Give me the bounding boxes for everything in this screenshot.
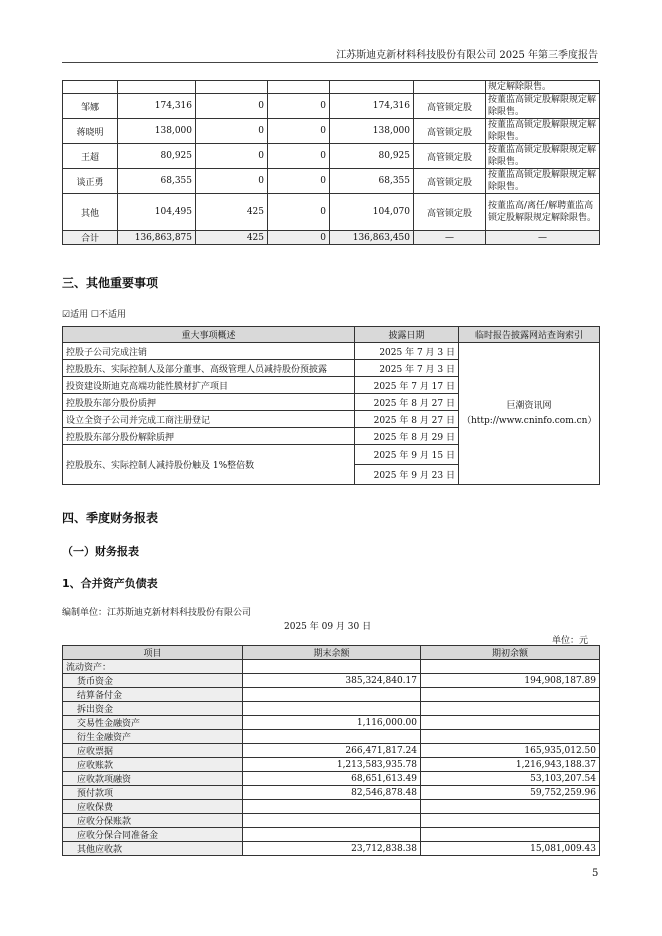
event-date: 2025 年 7 月 3 日 [355, 343, 459, 360]
release-count: 0 [268, 194, 330, 231]
restriction-reason: 高管锁定股 [414, 94, 486, 119]
begin-balance: 59,752,259.96 [421, 786, 600, 800]
balance-sheet-row [63, 688, 600, 702]
currency-unit: 单位：元 [551, 636, 588, 646]
total-restriction-reason: — [414, 231, 486, 245]
event-summary: 投资建设斯迪克高端功能性膜材扩产项目 [63, 377, 355, 394]
restriction-reason: 高管锁定股 [414, 119, 486, 144]
begin-balance [421, 814, 600, 828]
start-count: 80,925 [118, 144, 196, 169]
subsection-title-statements: （一）财务报表 [62, 545, 139, 558]
balance-sheet-row [63, 800, 600, 814]
col-header-date: 披露日期 [355, 327, 459, 343]
release-count: 0 [268, 169, 330, 194]
table-row [63, 81, 600, 94]
line-item: 应收账款 [63, 758, 243, 772]
event-summary: 控股股东部分股份解除质押 [63, 428, 355, 445]
balance-sheet-row [63, 814, 600, 828]
table-row [63, 144, 600, 169]
release-date: 按董监高锁定股解限规定解除限售。 [486, 169, 600, 194]
event-date: 2025 年 8 月 27 日 [355, 411, 459, 428]
start-count: 104,495 [118, 194, 196, 231]
event-date: 2025 年 8 月 29 日 [355, 428, 459, 445]
major-events-table [62, 326, 600, 485]
statement-date: 2025 年 09 月 30 日 [284, 622, 372, 632]
end-count: 174,316 [330, 94, 414, 119]
event-date: 2025 年 9 月 15 日 [355, 445, 459, 465]
event-summary: 控股股东、实际控制人减持股份触及 1%整倍数 [63, 445, 355, 485]
shareholder-name: 蒋晓明 [63, 119, 118, 144]
increase-count: 0 [196, 94, 268, 119]
begin-balance: 15,081,009.43 [421, 842, 600, 856]
end-balance: 385,324,840.17 [243, 674, 421, 688]
event-summary: 控股股东、实际控制人及部分董事、高级管理人员减持股份预披露 [63, 360, 355, 377]
event-date: 2025 年 9 月 23 日 [355, 465, 459, 485]
end-balance: 1,116,000.00 [243, 716, 421, 730]
start-count: 138,000 [118, 119, 196, 144]
release-date: 按董监高锁定股解限规定解除限售。 [486, 94, 600, 119]
applicable-checkbox-row: ☑适用 ☐不适用 [62, 310, 126, 320]
end-balance: 68,651,613.49 [243, 772, 421, 786]
restriction-reason: 高管锁定股 [414, 169, 486, 194]
release-count: 0 [268, 144, 330, 169]
line-item: 应收分保合同准备金 [63, 828, 243, 842]
increase-count: 425 [196, 194, 268, 231]
restricted-shares-table [62, 80, 600, 245]
total-start-count: 136,863,875 [118, 231, 196, 245]
begin-balance [421, 702, 600, 716]
line-item: 预付款项 [63, 786, 243, 800]
end-balance [243, 800, 421, 814]
end-count: 138,000 [330, 119, 414, 144]
begin-balance [421, 716, 600, 730]
line-item: 应收保费 [63, 800, 243, 814]
end-balance [243, 730, 421, 744]
release-date: 按董监高锁定股解限规定解除限售。 [486, 119, 600, 144]
total-row [63, 231, 600, 245]
release-date-note: 规定解除限售。 [486, 81, 600, 94]
table-row [63, 169, 600, 194]
end-balance [243, 688, 421, 702]
event-date: 2025 年 8 月 27 日 [355, 394, 459, 411]
end-balance [243, 828, 421, 842]
table-row [63, 94, 600, 119]
balance-sheet-table [62, 645, 600, 856]
col-header-end-balance: 期末余额 [243, 646, 421, 660]
begin-balance [421, 660, 600, 674]
begin-balance: 1,216,943,188.37 [421, 758, 600, 772]
release-count: 0 [268, 94, 330, 119]
col-header-summary: 重大事项概述 [63, 327, 355, 343]
col-header-index: 临时报告披露网站查询索引 [459, 327, 600, 343]
total-end-count: 136,863,450 [330, 231, 414, 245]
end-balance [243, 702, 421, 716]
col-header-item: 项目 [63, 646, 243, 660]
end-balance: 82,546,878.48 [243, 786, 421, 800]
release-date: 按董监高锁定股解限规定解除限售。 [486, 144, 600, 169]
line-item: 结算备付金 [63, 688, 243, 702]
shareholder-name: 邹娜 [63, 94, 118, 119]
table-row [63, 194, 600, 231]
increase-count: 0 [196, 144, 268, 169]
event-summary: 控股股东部分股份质押 [63, 394, 355, 411]
increase-count: 0 [196, 169, 268, 194]
shareholder-name: 王超 [63, 144, 118, 169]
end-balance: 23,712,838.38 [243, 842, 421, 856]
disclosure-site-name: 巨潮资讯网 [506, 400, 552, 411]
end-balance: 266,471,817.24 [243, 744, 421, 758]
line-item: 交易性金融资产 [63, 716, 243, 730]
balance-sheet-row [63, 744, 600, 758]
col-header-begin-balance: 期初余额 [421, 646, 600, 660]
balance-sheet-row [63, 758, 600, 772]
end-balance [243, 660, 421, 674]
end-balance: 1,213,583,935.78 [243, 758, 421, 772]
end-count: 68,355 [330, 169, 414, 194]
end-count: 80,925 [330, 144, 414, 169]
restriction-reason: 高管锁定股 [414, 194, 486, 231]
begin-balance [421, 730, 600, 744]
restriction-reason: 高管锁定股 [414, 144, 486, 169]
start-count: 174,316 [118, 94, 196, 119]
event-date: 2025 年 7 月 3 日 [355, 360, 459, 377]
event-row [63, 343, 600, 360]
preparer-company: 编制单位：江苏斯迪克新材料科技股份有限公司 [62, 608, 252, 618]
begin-balance: 165,935,012.50 [421, 744, 600, 758]
line-item: 应收票据 [63, 744, 243, 758]
balance-sheet-row [63, 716, 600, 730]
total-release-count: 0 [268, 231, 330, 245]
balance-sheet-row [63, 702, 600, 716]
balance-sheet-row [63, 674, 600, 688]
event-summary: 控股子公司完成注销 [63, 343, 355, 360]
shareholder-name: 谈正勇 [63, 169, 118, 194]
line-item: 其他应收款 [63, 842, 243, 856]
balance-sheet-row [63, 842, 600, 856]
begin-balance [421, 828, 600, 842]
line-item: 流动资产： [63, 660, 243, 674]
line-item: 应收款项融资 [63, 772, 243, 786]
header-divider [62, 62, 598, 63]
release-date: 按董监高/离任/解聘董监高锁定股解限规定解除限售。 [486, 194, 600, 231]
end-count: 104,070 [330, 194, 414, 231]
page-number: 5 [592, 868, 599, 879]
event-date: 2025 年 7 月 17 日 [355, 377, 459, 394]
balance-sheet-row [63, 828, 600, 842]
line-item: 衍生金融资产 [63, 730, 243, 744]
total-increase-count: 425 [196, 231, 268, 245]
balance-sheet-row [63, 772, 600, 786]
line-item: 应收分保账款 [63, 814, 243, 828]
subsection-title-balance-sheet: 1、合并资产负债表 [62, 577, 158, 590]
total-shareholder-name: 合计 [63, 231, 118, 245]
event-summary: 设立全资子公司并完成工商注册登记 [63, 411, 355, 428]
line-item: 拆出资金 [63, 702, 243, 716]
balance-sheet-row [63, 786, 600, 800]
table-header-row [63, 327, 600, 343]
section-title-other-matters: 三、其他重要事项 [62, 276, 159, 290]
table-header-row [63, 646, 600, 660]
disclosure-index-cell [459, 343, 600, 485]
shareholder-name: 其他 [63, 194, 118, 231]
disclosure-site-link[interactable]: （http://www.cninfo.com.cn） [462, 415, 597, 426]
begin-balance: 53,103,207.54 [421, 772, 600, 786]
begin-balance [421, 800, 600, 814]
release-count: 0 [268, 119, 330, 144]
end-balance [243, 814, 421, 828]
begin-balance: 194,908,187.89 [421, 674, 600, 688]
report-header: 江苏斯迪克新材料科技股份有限公司 2025 年第三季度报告 [336, 50, 598, 61]
increase-count: 0 [196, 119, 268, 144]
balance-sheet-row [63, 730, 600, 744]
table-row [63, 119, 600, 144]
start-count: 68,355 [118, 169, 196, 194]
section-title-financial-statements: 四、季度财务报表 [62, 511, 159, 525]
begin-balance [421, 688, 600, 702]
line-item: 货币资金 [63, 674, 243, 688]
balance-sheet-row [63, 660, 600, 674]
total-release-date: — [486, 231, 600, 245]
